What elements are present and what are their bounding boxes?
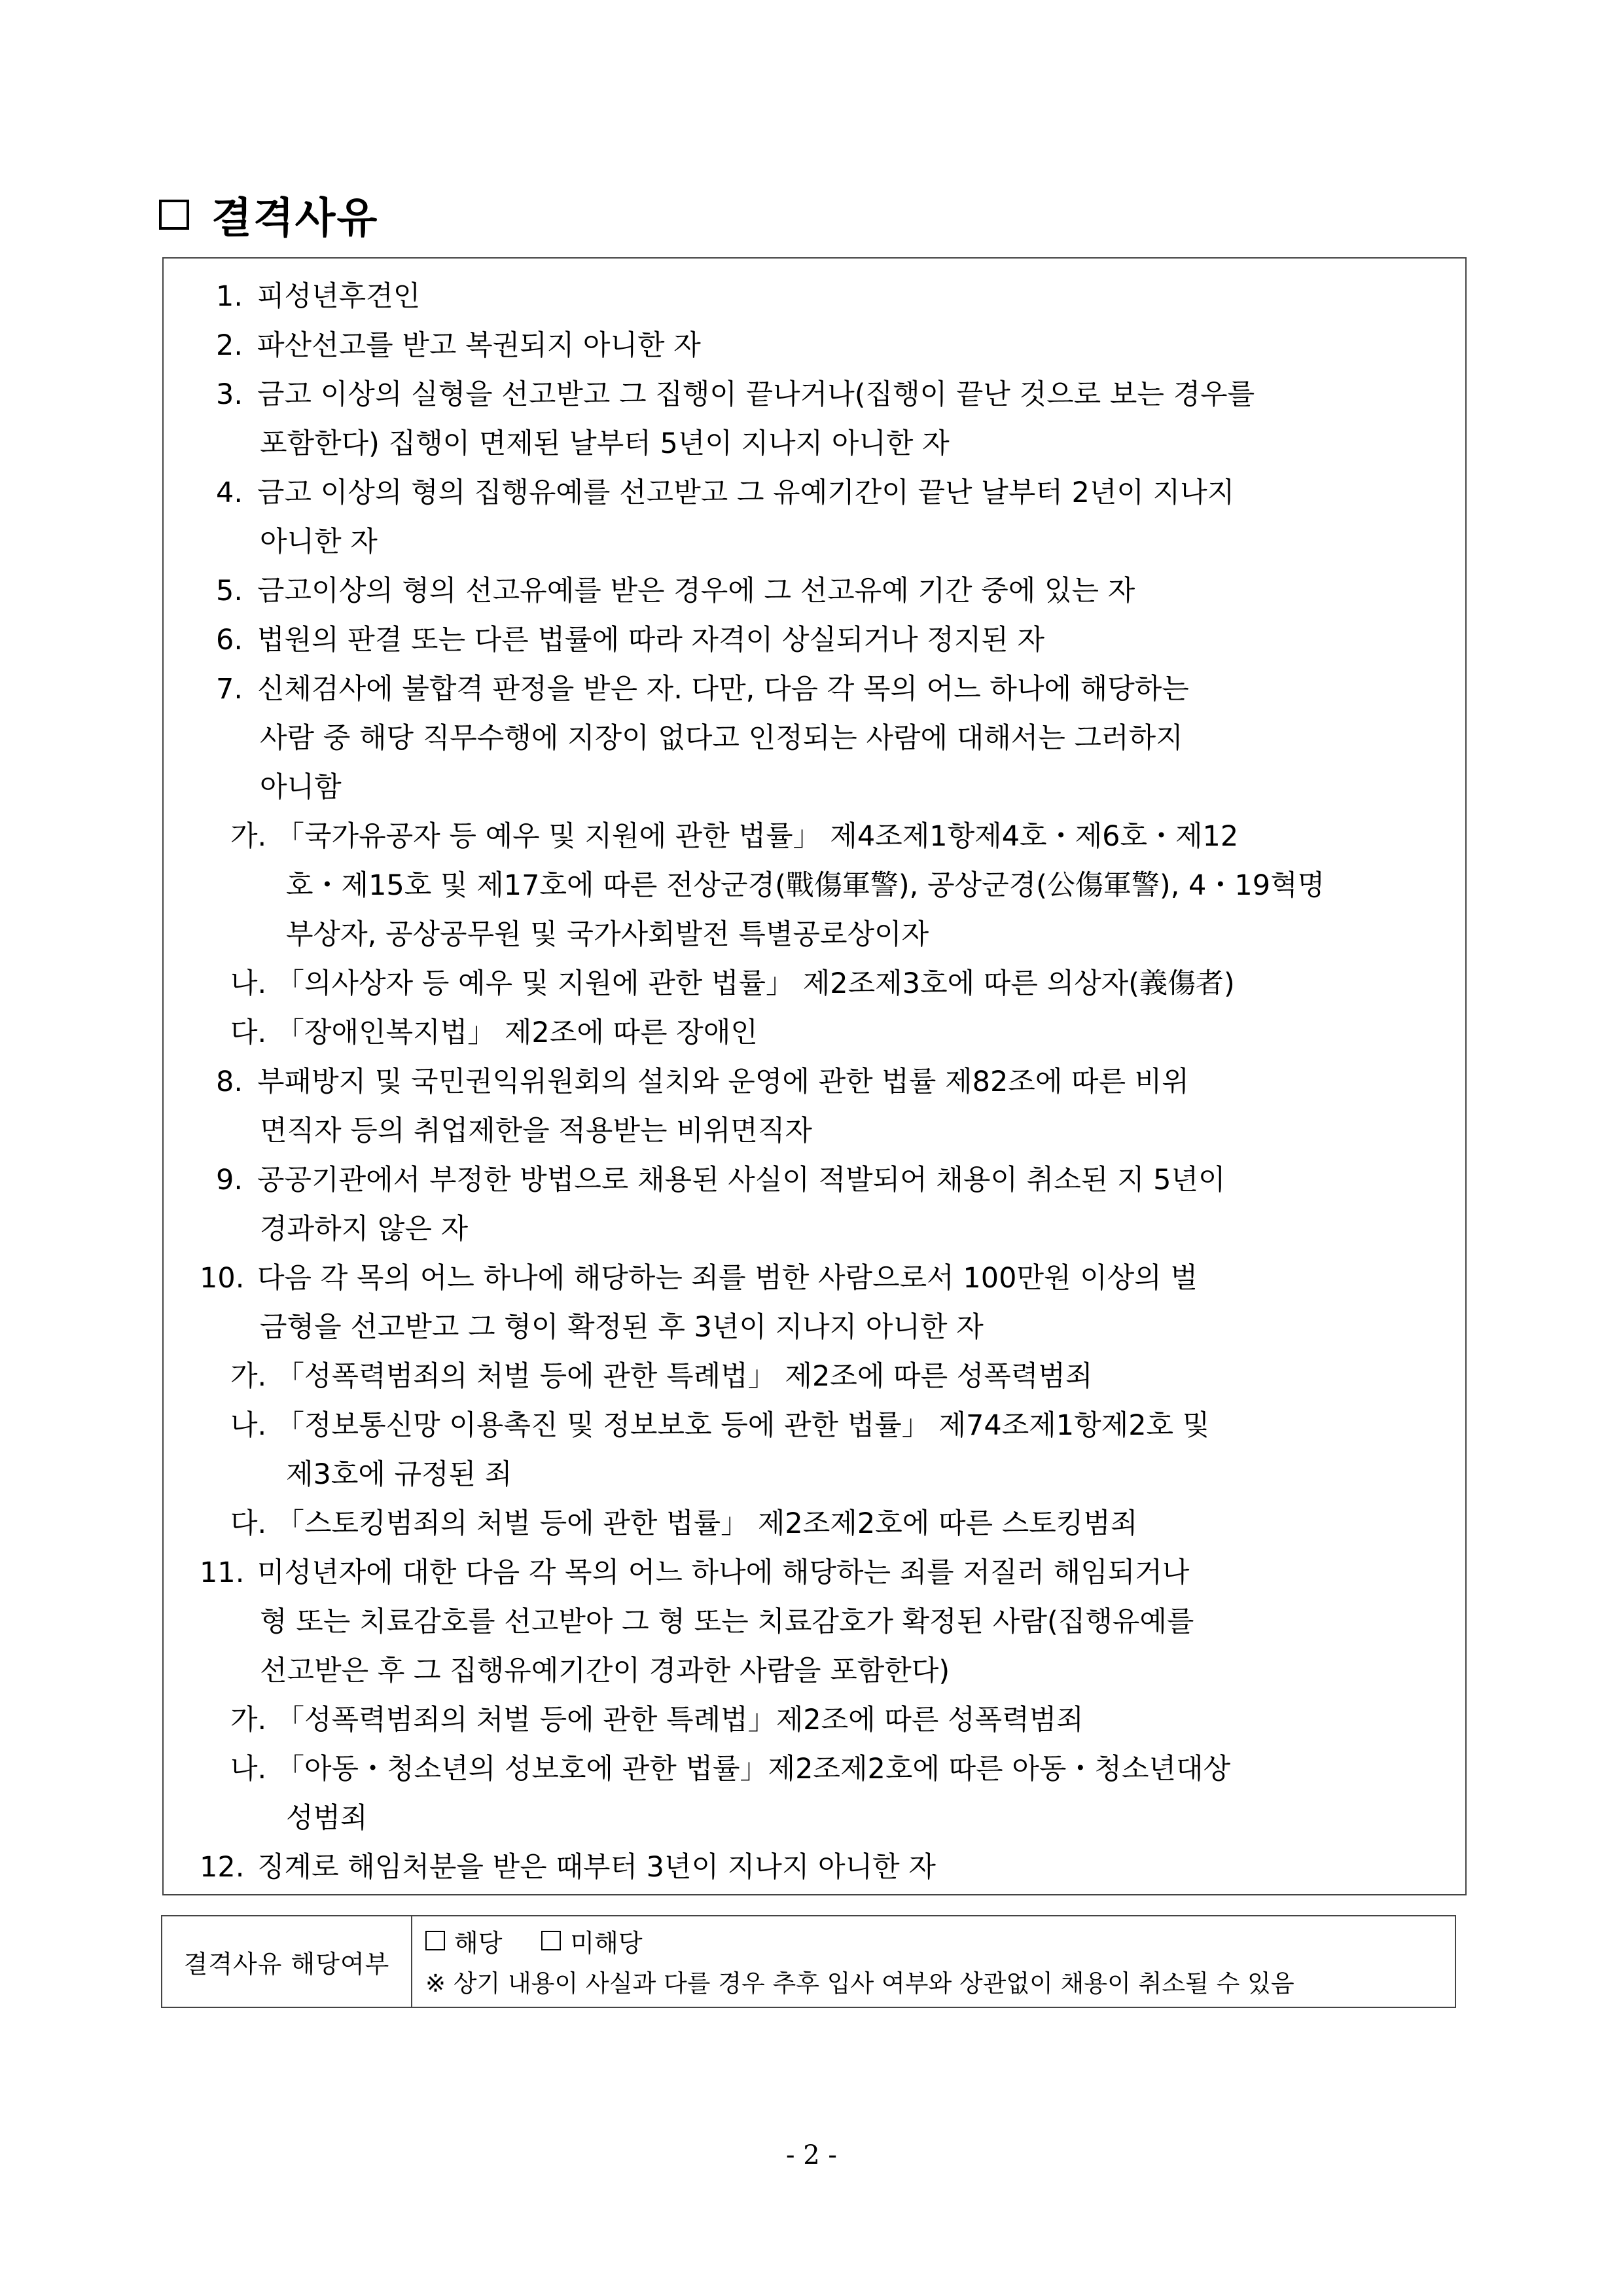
check-note: ※ 상기 내용이 사실과 다를 경우 추후 입사 여부와 상관없이 채용이 취소될 수 있음 xyxy=(425,1969,1294,1998)
list-marker: 12. xyxy=(200,1851,245,1884)
list-text: 신체검사에 불합격 판정을 받은 자. 다만, 다음 각 목의 어느 하나에 해당하는 xyxy=(257,673,1189,706)
option-not-applicable-label: 미해당 xyxy=(570,1928,643,1958)
check-body xyxy=(412,1916,1455,2007)
list-marker: 3. xyxy=(216,378,243,411)
list-marker: 2. xyxy=(216,329,243,362)
list-text: 미성년자에 대한 다음 각 목의 어느 하나에 해당하는 죄를 저질러 해임되거나 xyxy=(257,1556,1190,1589)
list-text: 금고 이상의 실형을 선고받고 그 집행이 끝나거나(집행이 끝난 것으로 보는 경우를 xyxy=(257,378,1255,411)
list-text: 호・제15호 및 제17호에 따른 전상군경(戰傷軍警), 공상군경(公傷軍警), 4・19혁명 xyxy=(286,869,1325,902)
option-not-applicable[interactable] xyxy=(541,1923,642,1959)
list-text: 성범죄 xyxy=(286,1802,368,1835)
checkbox-square-icon xyxy=(159,200,189,230)
list-marker: 6. xyxy=(216,624,243,656)
list-marker: 가. xyxy=(230,820,267,853)
list-marker: 가. xyxy=(230,1704,267,1736)
list-text: 부상자, 공상공무원 및 국가사회발전 특별공로상이자 xyxy=(286,918,929,951)
list-marker: 8. xyxy=(216,1066,243,1098)
list-text: 「스토킹범죄의 처벌 등에 관한 법률」 제2조제2호에 따른 스토킹범죄 xyxy=(276,1507,1138,1540)
list-text: 금고 이상의 형의 집행유예를 선고받고 그 유예기간이 끝난 날부터 2년이 지나지 xyxy=(257,476,1235,509)
list-text: 사람 중 해당 직무수행에 지장이 없다고 인정되는 사람에 대해서는 그러하지 xyxy=(260,722,1183,755)
list-text: 포함한다) 집행이 면제된 날부터 5년이 지나지 아니한 자 xyxy=(260,427,950,460)
check-label: 결격사유 해당여부 xyxy=(162,1916,412,2007)
list-text: 「성폭력범죄의 처벌 등에 관한 특례법」 제2조에 따른 성폭력범죄 xyxy=(276,1360,1093,1393)
list-marker: 10. xyxy=(200,1262,245,1295)
list-marker: 가. xyxy=(230,1360,267,1393)
list-marker: 다. xyxy=(230,1016,267,1049)
list-text: 법원의 판결 또는 다른 법률에 따라 자격이 상실되거나 정지된 자 xyxy=(257,624,1045,656)
list-text: 「장애인복지법」 제2조에 따른 장애인 xyxy=(276,1016,758,1049)
list-text: 경과하지 않은 자 xyxy=(260,1213,469,1246)
checkbox-icon[interactable] xyxy=(541,1931,561,1950)
option-row xyxy=(425,1920,682,1961)
option-applicable[interactable] xyxy=(425,1923,502,1959)
list-marker: 나. xyxy=(230,967,267,1000)
list-text: 피성년후견인 xyxy=(257,280,421,313)
list-text: 아니함 xyxy=(260,771,342,804)
option-applicable-label: 해당 xyxy=(454,1928,503,1958)
checkbox-icon[interactable] xyxy=(425,1931,445,1950)
list-text: 선고받은 후 그 집행유예기간이 경과한 사람을 포함한다) xyxy=(260,1655,950,1687)
list-marker: 나. xyxy=(230,1409,267,1442)
list-text: 공공기관에서 부정한 방법으로 채용된 사실이 적발되어 채용이 취소된 지 5년이 xyxy=(257,1164,1226,1196)
list-text: 금고이상의 형의 선고유예를 받은 경우에 그 선고유예 기간 중에 있는 자 xyxy=(257,575,1135,607)
page-number: - 2 - xyxy=(786,2140,837,2170)
list-text: 파산선고를 받고 복권되지 아니한 자 xyxy=(257,329,701,362)
list-marker: 9. xyxy=(216,1164,243,1196)
section-heading xyxy=(159,182,378,247)
list-marker: 11. xyxy=(200,1556,245,1589)
list-marker: 나. xyxy=(230,1753,267,1785)
list-text: 다음 각 목의 어느 하나에 해당하는 죄를 범한 사람으로서 100만원 이상의 벌 xyxy=(257,1262,1198,1295)
list-marker: 4. xyxy=(216,476,243,509)
list-text: 「아동・청소년의 성보호에 관한 법률」제2조제2호에 따른 아동・청소년대상 xyxy=(276,1753,1231,1785)
list-text: 「국가유공자 등 예우 및 지원에 관한 법률」 제4조제1항제4호・제6호・제12 xyxy=(276,820,1239,853)
list-text: 「의사상자 등 예우 및 지원에 관한 법률」 제2조제3호에 따른 의상자(義傷者) xyxy=(276,967,1235,1000)
section-title: 결격사유 xyxy=(211,194,379,243)
list-text: 아니한 자 xyxy=(260,526,378,558)
list-text: 부패방지 및 국민권익위원회의 설치와 운영에 관한 법률 제82조에 따른 비위 xyxy=(257,1066,1189,1098)
list-text: 형 또는 치료감호를 선고받아 그 형 또는 치료감호가 확정된 사람(집행유예를 xyxy=(260,1605,1194,1638)
list-text: 금형을 선고받고 그 형이 확정된 후 3년이 지나지 아니한 자 xyxy=(260,1311,984,1344)
list-text: 제3호에 규정된 죄 xyxy=(286,1458,512,1491)
list-marker: 1. xyxy=(216,280,243,313)
list-marker: 다. xyxy=(230,1507,267,1540)
list-text: 면직자 등의 취업제한을 적용받는 비위면직자 xyxy=(260,1115,812,1147)
disqualification-check-table xyxy=(161,1915,1456,2008)
list-marker: 5. xyxy=(216,575,243,607)
list-text: 「성폭력범죄의 처벌 등에 관한 특례법」제2조에 따른 성폭력범죄 xyxy=(276,1704,1084,1736)
list-marker: 7. xyxy=(216,673,243,706)
list-text: 「정보통신망 이용촉진 및 정보보호 등에 관한 법률」 제74조제1항제2호 및 xyxy=(276,1409,1210,1442)
list-text: 징계로 해임처분을 받은 때부터 3년이 지나지 아니한 자 xyxy=(257,1851,936,1884)
